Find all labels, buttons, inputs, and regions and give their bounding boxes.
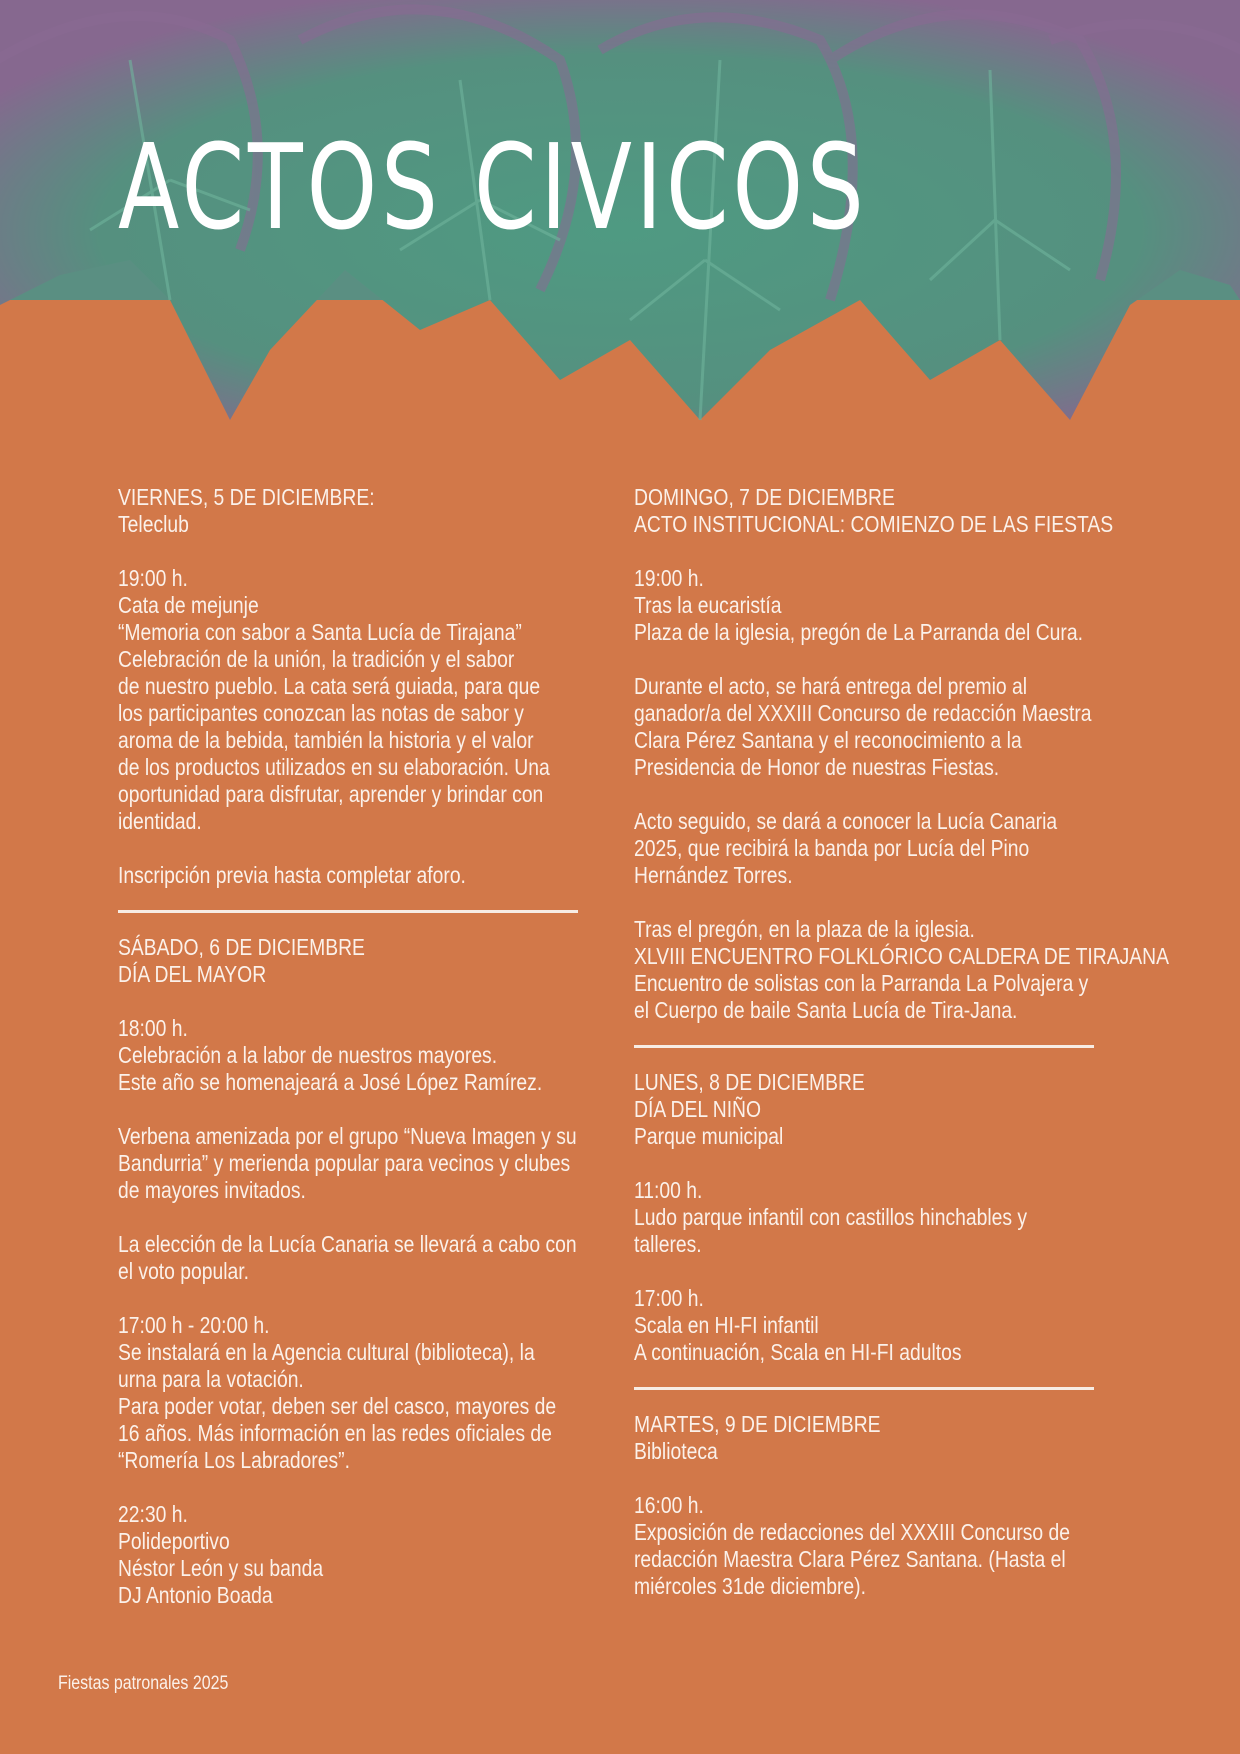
event-line: Plaza de la iglesia, pregón de La Parranda del Cura. xyxy=(634,619,1083,645)
section-sabado xyxy=(118,934,578,1609)
event-line: Inscripción previa hasta completar aforo. xyxy=(118,862,466,888)
event-line: Durante el acto, se hará entrega del premio al xyxy=(634,673,1028,699)
left-column xyxy=(118,484,578,1609)
event-line: DJ Antonio Boada xyxy=(118,1582,273,1608)
event-line: ganador/a del XXXIII Concurso de redacción Maestra xyxy=(634,700,1092,726)
section-divider xyxy=(118,910,578,913)
event-line: talleres. xyxy=(634,1231,702,1257)
event-line: Acto seguido, se dará a conocer la Lucía Canaria xyxy=(634,808,1058,834)
section-heading: ACTO INSTITUCIONAL: COMIENZO DE LAS FIESTAS xyxy=(634,511,1114,537)
event-line: Celebración a la labor de nuestros mayores. xyxy=(118,1042,498,1068)
event-line: La elección de la Lucía Canaria se llevará a cabo con xyxy=(118,1231,577,1257)
event-line: Clara Pérez Santana y el reconocimiento a la xyxy=(634,727,1022,753)
event-line: Néstor León y su banda xyxy=(118,1555,324,1581)
event-line: los participantes conozcan las notas de sabor y xyxy=(118,700,524,726)
section-lunes xyxy=(634,1069,1094,1366)
section-heading: Biblioteca xyxy=(634,1438,718,1464)
event-line: Cata de mejunje xyxy=(118,592,259,618)
event-line: de los productos utilizados en su elaboración. Una xyxy=(118,754,550,780)
section-divider xyxy=(634,1045,1094,1048)
event-line: Polideportivo xyxy=(118,1528,230,1554)
event-line: Tras el pregón, en la plaza de la iglesia. xyxy=(634,916,975,942)
event-line: 19:00 h. xyxy=(634,565,704,591)
event-line: Se instalará en la Agencia cultural (biblioteca), la xyxy=(118,1339,535,1365)
section-heading: SÁBADO, 6 DE DICIEMBRE xyxy=(118,934,365,960)
event-line: Presidencia de Honor de nuestras Fiestas. xyxy=(634,754,1000,780)
footer-text: Fiestas patronales 2025 xyxy=(58,1673,229,1694)
event-line: el Cuerpo de baile Santa Lucía de Tira-Jana. xyxy=(634,997,1018,1023)
event-line: XLVIII ENCUENTRO FOLKLÓRICO CALDERA DE TIRAJANA xyxy=(634,943,1170,969)
section-heading: MARTES, 9 DE DICIEMBRE xyxy=(634,1411,881,1437)
section-heading: LUNES, 8 DE DICIEMBRE xyxy=(634,1069,865,1095)
event-line: 16:00 h. xyxy=(634,1492,704,1518)
section-heading: DÍA DEL NIÑO xyxy=(634,1096,762,1122)
section-martes xyxy=(634,1411,1094,1600)
event-line: Para poder votar, deben ser del casco, mayores de xyxy=(118,1393,557,1419)
event-line: Encuentro de solistas con la Parranda La Polvajera y xyxy=(634,970,1089,996)
event-line: Celebración de la unión, la tradición y el sabor xyxy=(118,646,515,672)
event-line: Este año se homenajeará a José López Ramírez. xyxy=(118,1069,543,1095)
event-line: Verbena amenizada por el grupo “Nueva Imagen y su xyxy=(118,1123,577,1149)
event-line: 17:00 h. xyxy=(634,1285,704,1311)
event-line: 19:00 h. xyxy=(118,565,188,591)
section-heading: Teleclub xyxy=(118,511,189,537)
event-line: Exposición de redacciones del XXXIII Concurso de xyxy=(634,1519,1071,1545)
event-line: identidad. xyxy=(118,808,202,834)
section-heading: DOMINGO, 7 DE DICIEMBRE xyxy=(634,484,895,510)
event-line: 16 años. Más información en las redes oficiales de xyxy=(118,1420,552,1446)
event-line: Scala en HI-FI infantil xyxy=(634,1312,819,1338)
event-line: de mayores invitados. xyxy=(118,1177,306,1203)
section-heading: DÍA DEL MAYOR xyxy=(118,961,267,987)
event-line: Bandurria” y merienda popular para vecinos y clubes xyxy=(118,1150,571,1176)
event-line: oportunidad para disfrutar, aprender y brindar con xyxy=(118,781,544,807)
event-line: Ludo parque infantil con castillos hinchables y xyxy=(634,1204,1028,1230)
event-line: “Romería Los Labradores”. xyxy=(118,1447,350,1473)
right-column xyxy=(634,484,1170,1600)
event-line: 2025, que recibirá la banda por Lucía del Pino xyxy=(634,835,1030,861)
event-line: aroma de la bebida, también la historia y el valor xyxy=(118,727,534,753)
event-line: redacción Maestra Clara Pérez Santana. (Hasta el xyxy=(634,1546,1066,1572)
event-line: 17:00 h - 20:00 h. xyxy=(118,1312,270,1338)
section-divider xyxy=(634,1387,1094,1390)
page-title: ACTOS CIVICOS xyxy=(118,118,868,256)
event-line: el voto popular. xyxy=(118,1258,250,1284)
section-heading: VIERNES, 5 DE DICIEMBRE: xyxy=(118,484,375,510)
event-line: miércoles 31de diciembre). xyxy=(634,1573,866,1599)
event-line: urna para la votación. xyxy=(118,1366,304,1392)
event-line: “Memoria con sabor a Santa Lucía de Tirajana” xyxy=(118,619,522,645)
event-line: 18:00 h. xyxy=(118,1015,188,1041)
event-line: Hernández Torres. xyxy=(634,862,793,888)
section-heading: Parque municipal xyxy=(634,1123,784,1149)
event-line: de nuestro pueblo. La cata será guiada, para que xyxy=(118,673,541,699)
event-line: 22:30 h. xyxy=(118,1501,188,1527)
event-line: A continuación, Scala en HI-FI adultos xyxy=(634,1339,962,1365)
section-domingo xyxy=(634,484,1170,1024)
section-viernes xyxy=(118,484,578,889)
event-line: 11:00 h. xyxy=(634,1177,703,1203)
event-line: Tras la eucaristía xyxy=(634,592,782,618)
